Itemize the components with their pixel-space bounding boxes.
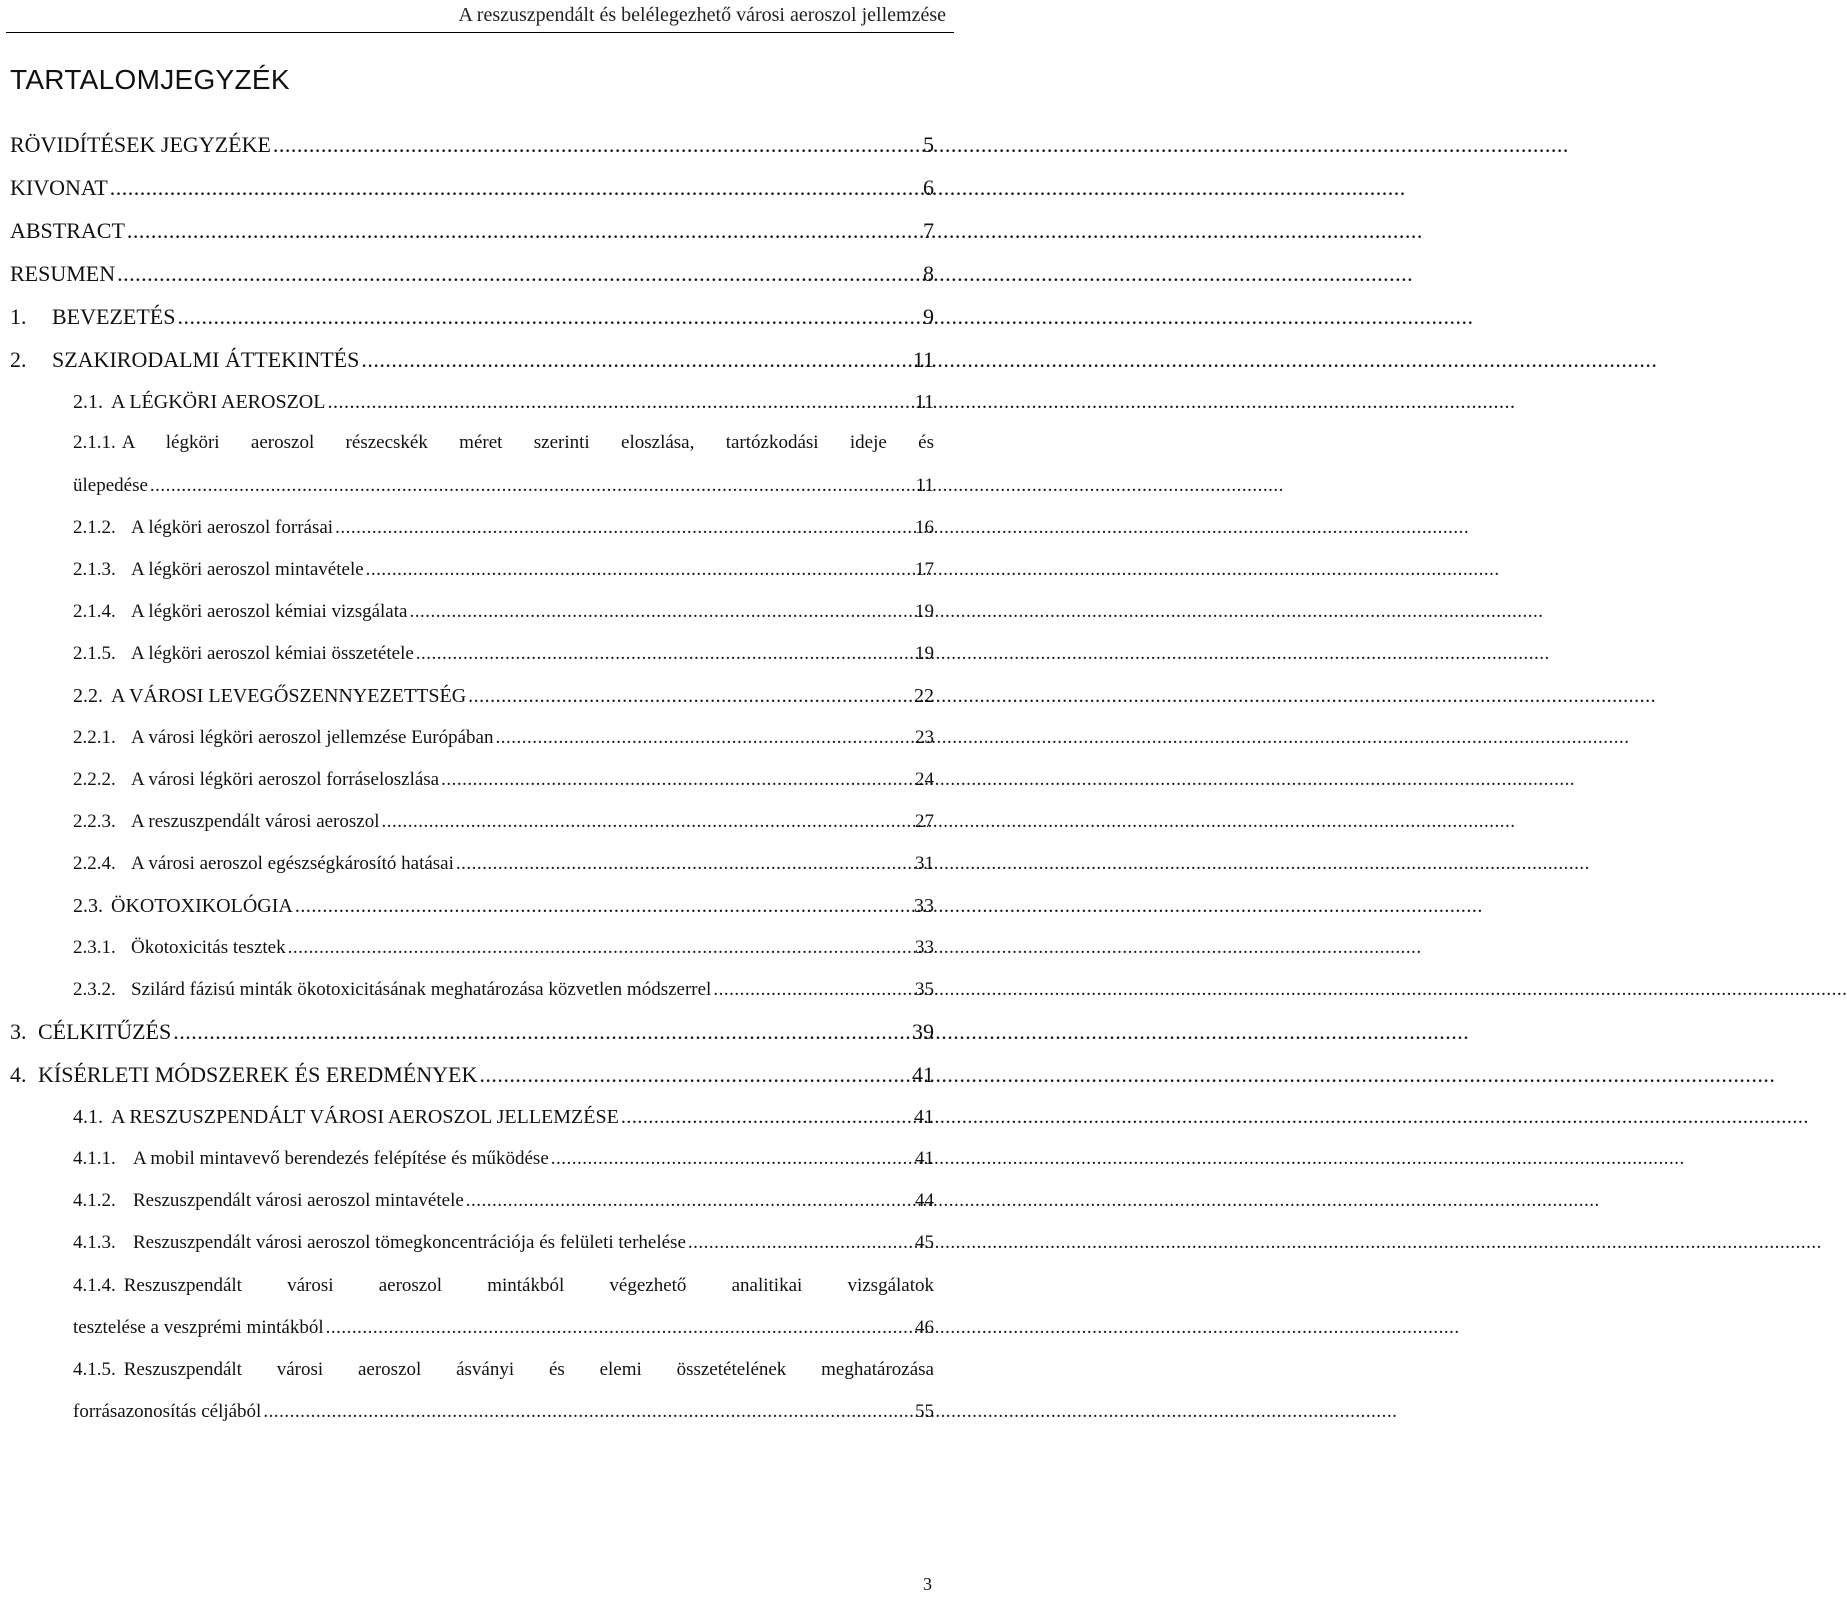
toc-entry-page: 23: [915, 727, 934, 748]
dot-leader: [479, 1064, 910, 1086]
toc-entry[interactable]: [10, 220, 934, 242]
toc-entry-page: 41: [912, 1062, 934, 1087]
toc-entry-number: 2.1.4.: [73, 601, 116, 622]
toc-entry-title: SZAKIRODALMI ÁTTEKINTÉS: [52, 347, 360, 372]
toc-entry-number: 2.3.1.: [73, 937, 116, 958]
toc-entry-number: 4.1.4.: [73, 1275, 116, 1296]
toc-entry-title: KIVONAT: [10, 175, 108, 200]
toc-entry-page: 44: [915, 1190, 934, 1211]
toc-entry[interactable]: [73, 1107, 934, 1127]
page-number: 3: [923, 1574, 932, 1594]
toc-entry-number: 2.1.3.: [73, 559, 116, 580]
toc-entry-title: Reszuszpendált városi aeroszol tömegkoncentrációja és felületi terhelése: [133, 1232, 686, 1253]
toc-entry-title: ABSTRACT: [10, 218, 125, 243]
toc-entry-title: Reszuszpendált városi aeroszol mintákból végezhető analitikai vizsgálatok: [123, 1275, 934, 1296]
toc-entry[interactable]: [73, 1149, 934, 1168]
dot-leader: [441, 770, 913, 789]
dot-leader: [295, 896, 912, 916]
toc-entry-number: 4.1.1.: [73, 1148, 116, 1169]
toc-entry-number: 2.2.2.: [73, 769, 116, 790]
toc-entry[interactable]: [10, 1021, 934, 1043]
toc-entry-title: BEVEZETÉS: [52, 304, 176, 329]
toc-entry-number: 2.1.2.: [73, 517, 116, 538]
toc-entry-title: A városi légköri aeroszol forráseloszlása: [131, 769, 440, 790]
toc-entry-number: 2.1.1.: [73, 432, 116, 453]
dot-leader: [263, 1402, 913, 1421]
toc-entry-title: A légköri aeroszol részecskék méret szerinti eloszlása, tartózkodási ideje és: [121, 432, 934, 453]
dot-leader: [621, 1107, 912, 1127]
toc-entry-page: 17: [915, 559, 934, 580]
toc-entry-title: Reszuszpendált városi aeroszol mintavétele: [133, 1190, 464, 1211]
toc-entry-page: 7: [923, 218, 934, 243]
dot-leader: [361, 349, 910, 371]
toc-entry-number: 3.: [10, 1019, 27, 1044]
toc-entry[interactable]: [73, 728, 934, 747]
toc-entry-page: 9: [923, 304, 934, 329]
toc-entry-number: 2.2.3.: [73, 811, 116, 832]
toc-entry[interactable]: [73, 770, 934, 789]
toc-entry-title: A légköri aeroszol mintavétele: [131, 559, 364, 580]
toc-entry-page: 19: [915, 601, 934, 622]
toc-entry-number: 1.: [10, 304, 27, 329]
toc-entry[interactable]: [73, 560, 934, 579]
toc-entry-page: 22: [914, 685, 934, 707]
toc-entry-number: 2.3.2.: [73, 979, 116, 1000]
toc-entry[interactable]: [73, 812, 934, 831]
toc-entry-number: 2.1.5.: [73, 643, 116, 664]
toc-entry-title: A városi légköri aeroszol jellemzése Európában: [131, 727, 494, 748]
toc-entry-page: 5: [923, 132, 934, 157]
dot-leader: [288, 938, 913, 957]
toc-entry-title: Reszuszpendált városi aeroszol ásványi és elemi összetételének meghatározása: [123, 1359, 934, 1380]
toc-entry-title: A VÁROSI LEVEGŐSZENNYEZETTSÉG: [111, 685, 467, 707]
toc-entry-number: 4.1.: [73, 1106, 103, 1128]
dot-leader: [713, 980, 913, 999]
toc-entry-number: 2.3.: [73, 895, 103, 917]
dot-leader: [173, 1021, 910, 1043]
toc-entry-title: Ökotoxicitás tesztek: [131, 937, 286, 958]
dot-leader: [466, 1191, 913, 1210]
toc-entry-page: 8: [923, 261, 934, 286]
toc-entry[interactable]: [73, 433, 934, 452]
dot-leader: [127, 220, 921, 242]
toc-entry-title: RESUMEN: [10, 261, 116, 286]
dot-leader: [409, 602, 913, 621]
dot-leader: [416, 644, 913, 663]
toc-entry[interactable]: [10, 263, 934, 285]
toc-entry-number: 4.1.2.: [73, 1190, 116, 1211]
dot-leader: [177, 306, 921, 328]
toc-entry-continuation[interactable]: [73, 1402, 934, 1421]
toc-entry-page: 16: [915, 517, 934, 538]
toc-entry[interactable]: [73, 980, 934, 999]
toc-entry[interactable]: [10, 177, 934, 199]
dot-leader: [382, 812, 914, 831]
dot-leader: [468, 686, 912, 706]
toc-entry-page: 46: [915, 1317, 934, 1338]
toc-entry-page: 11: [915, 475, 934, 496]
toc-entry[interactable]: [73, 1191, 934, 1210]
toc-entry-page: 33: [914, 895, 934, 917]
toc-entry-page: 33: [915, 937, 934, 958]
toc-entry-number: 2.2.: [73, 685, 103, 707]
toc-entry[interactable]: [73, 854, 934, 873]
toc-entry-continuation[interactable]: [73, 476, 934, 495]
toc-entry-page: 6: [923, 175, 934, 200]
dot-leader: [456, 854, 913, 873]
toc-entry-title: A reszuszpendált városi aeroszol: [131, 811, 380, 832]
toc-entry-continuation[interactable]: [73, 1318, 934, 1337]
toc-entry-title: Szilárd fázisú minták ökotoxicitásának meghatározása közvetlen módszerrel: [131, 979, 712, 1000]
toc-entry-number: 4.1.5.: [73, 1359, 116, 1380]
toc-entry[interactable]: [73, 1233, 934, 1252]
toc-entry-number: 4.: [10, 1062, 27, 1087]
toc-entry-number: 2.2.1.: [73, 727, 116, 748]
toc-entry-number: 2.1.: [73, 391, 103, 413]
toc-entry[interactable]: [73, 602, 934, 621]
toc-entry[interactable]: [73, 392, 934, 412]
toc-entry-title: A mobil mintavevő berendezés felépítése és működése: [133, 1148, 549, 1169]
toc-entry-title: A légköri aeroszol kémiai összetétele: [131, 643, 414, 664]
toc-entry[interactable]: [10, 349, 934, 371]
toc-entry[interactable]: [10, 306, 934, 328]
dot-leader: [551, 1149, 913, 1168]
toc-entry[interactable]: [10, 134, 934, 156]
toc-entry-title: A városi aeroszol egészségkárosító hatásai: [131, 853, 454, 874]
toc-entry-title: KÍSÉRLETI MÓDSZEREK ÉS EREDMÉNYEK: [38, 1062, 478, 1087]
toc-entry-number: 2.: [10, 347, 27, 372]
toc-title: TARTALOMJEGYZÉK: [10, 64, 290, 95]
toc-entry[interactable]: [73, 896, 934, 916]
dot-leader: [495, 728, 913, 747]
toc-entry-title: A RESZUSZPENDÁLT VÁROSI AEROSZOL JELLEMZÉSE: [111, 1106, 619, 1128]
toc-entry-title: A légköri aeroszol kémiai vizsgálata: [131, 601, 408, 622]
dot-leader: [335, 518, 913, 537]
toc-entry-title: tesztelése a veszprémi mintákból: [73, 1317, 324, 1338]
toc-entry-page: 11: [912, 347, 934, 372]
dot-leader: [327, 392, 912, 412]
toc-entry-title: RÖVIDÍTÉSEK JEGYZÉKE: [10, 132, 271, 157]
dot-leader: [110, 177, 921, 199]
toc-entry-page: 11: [914, 391, 934, 413]
dot-leader: [150, 476, 914, 495]
toc-entry-page: 39: [912, 1019, 934, 1044]
toc-entry[interactable]: [73, 644, 934, 663]
dot-leader: [688, 1233, 913, 1252]
running-header: A reszuszpendált és belélegezhető városi aeroszol jellemzése: [458, 4, 946, 26]
dot-leader: [273, 134, 921, 156]
dot-leader: [366, 560, 913, 579]
toc-entry-page: 19: [915, 643, 934, 664]
toc-entry-title: A LÉGKÖRI AEROSZOL: [111, 391, 326, 413]
toc-entry[interactable]: [73, 686, 934, 706]
toc-entry[interactable]: [73, 1360, 934, 1379]
dot-leader: [117, 263, 921, 285]
toc-entry-title: A légköri aeroszol forrásai: [131, 517, 334, 538]
toc-entry-page: 45: [915, 1232, 934, 1253]
toc-entry-page: 41: [915, 1148, 934, 1169]
toc-entry[interactable]: [73, 518, 934, 537]
toc-entry[interactable]: [10, 1064, 934, 1086]
toc-entry-page: 31: [915, 853, 934, 874]
toc-entry-number: 2.2.4.: [73, 853, 116, 874]
toc-entry-title: ÖKOTOXIKOLÓGIA: [111, 895, 293, 917]
toc-entry[interactable]: [73, 938, 934, 957]
toc-entry-number: 4.1.3.: [73, 1232, 116, 1253]
toc-entry-page: 35: [915, 979, 934, 1000]
toc-entry[interactable]: [73, 1276, 934, 1295]
toc-entry-page: 24: [915, 769, 934, 790]
toc-entry-page: 41: [914, 1106, 934, 1128]
toc-entry-title: ülepedése: [73, 475, 148, 496]
toc-entry-page: 27: [915, 811, 934, 832]
dot-leader: [326, 1318, 913, 1337]
toc-entry-title: CÉLKITŰZÉS: [38, 1019, 172, 1044]
toc-entry-title: forrásazonosítás céljából: [73, 1401, 262, 1422]
toc-entry-page: 55: [915, 1401, 934, 1422]
